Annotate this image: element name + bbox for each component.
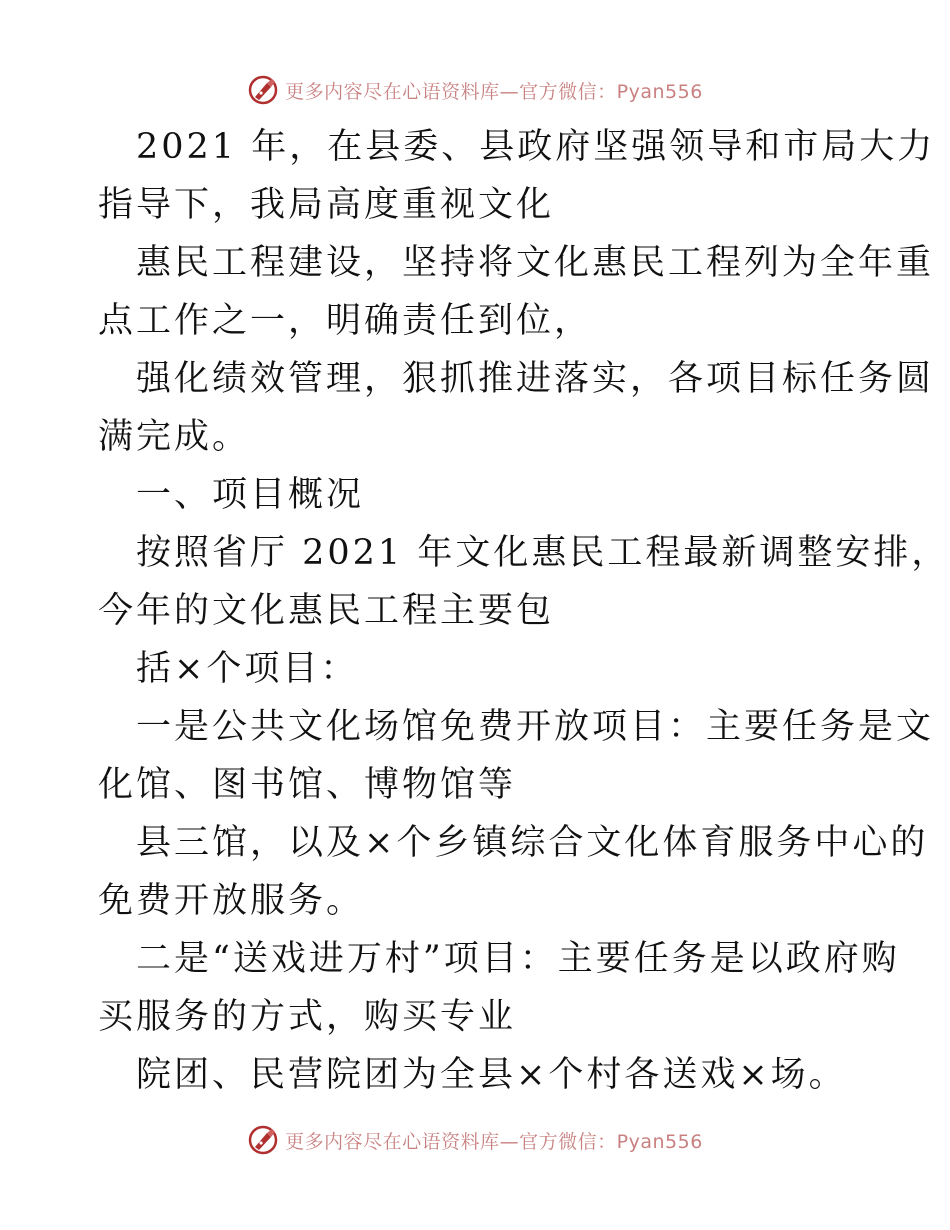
paragraph-line: 免费开放服务。 [98,881,365,921]
footer-watermark-banner [0,1120,950,1160]
paragraph-line: 2021 年，在县委、县政府坚强领导和市局大力 [136,127,936,167]
header-banner-text: 更多内容尽在心语资料库—官方微信：Pyan556 [285,80,703,103]
paragraph-line: 点工作之一，明确责任到位， [98,301,593,341]
document-body [98,118,950,1104]
paragraph-line: 买服务的方式，购买专业 [98,997,517,1037]
paragraph-line: 一是公共文化场馆免费开放项目：主要任务是文 [136,707,935,747]
paragraph-line: 今年的文化惠民工程主要包 [98,591,555,631]
paragraph-line: 满完成。 [98,417,251,457]
footer-banner-text: 更多内容尽在心语资料库—官方微信：Pyan556 [285,1130,703,1153]
section-heading: 一、项目概况 [136,475,365,515]
paragraph-line: 指导下，我局高度重视文化 [98,185,555,225]
paragraph-line: 强化绩效管理，狠抓推进落实，各项目标任务圆 [136,359,935,399]
pen-nib-logo-icon [247,1124,279,1156]
paragraph-line: 化馆、图书馆、博物馆等 [98,765,517,805]
paragraph-line: 按照省厅 2021 年文化惠民工程最新调整安排， [136,533,950,573]
header-watermark-banner [0,70,950,110]
paragraph-line: 县三馆，以及×个乡镇综合文化体育服务中心的 [136,823,929,863]
paragraph-line: 惠民工程建设，坚持将文化惠民工程列为全年重 [136,243,935,283]
paragraph-line: 院团、民营院团为全县×个村各送戏×场。 [136,1055,847,1095]
pen-nib-logo-icon [247,74,279,106]
paragraph-line: 二是“送戏进万村”项目：主要任务是以政府购 [136,939,900,979]
paragraph-line: 括×个项目： [136,649,359,689]
